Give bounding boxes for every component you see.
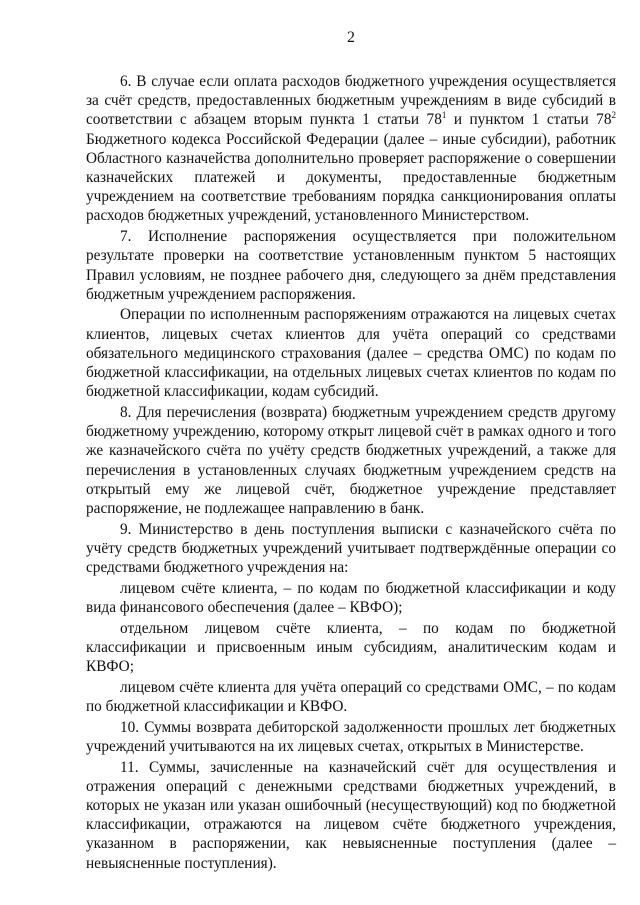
page-number: 2 [347,29,355,46]
paragraph-9-item-3: лицевом счёте клиента для учёта операций со средствами ОМС, – по кодам по бюджетной классификации и КВФО. [86,678,616,715]
paragraph-7-operations: Операции по исполненным распоряжениям отражаются на лицевых счетах клиентов, лицевых счетах клиентов для учёта операций со средствами обязательного медицинского страхования (далее – средства ОМС) по кодам по бюджетной классификации, на отдельных лицевых счетах клиентов по кодам по бюджетной классификации, кодам субсидий. [86,306,616,401]
paragraph-9: 9. Министерство в день поступления выписки с казначейского счёта по учёту средств бюджетных учреждений учитывает подтверждённые операции со средствами бюджетного учреждения на: [86,520,616,577]
paragraph-9-item-2: отдельном лицевом счёте клиента, – по кодам по бюджетной классификации и присвоенным иным субсидиям, аналитическим кодам и КВФО; [86,619,616,676]
superscript-1: 1 [441,110,447,121]
document-page [86,28,616,874]
superscript-2: 2 [611,110,616,121]
paragraph-9-item-1: лицевом счёте клиента, – по кодам по бюджетной классификации и коду вида финансового обеспечения (далее – КВФО); [86,579,616,616]
paragraph-6-text-2: и пунктом 1 статьи 78 [446,111,612,129]
paragraph-8: 8. Для перечисления (возврата) бюджетным учреждением средств другому бюджетному учреждению, которому открыт лицевой счёт в рамках одного и того же казначейского счёта по учёту средств бюджетных учреждений, а также для перечисления в установленных случаях бюджетным учреждением средств на открытый ему же лицевой счёт, бюджетное учреждение представляет распоряжение, не подлежащее направлению в банк. [86,403,616,517]
paragraph-11: 11. Суммы, зачисленные на казначейский счёт для осуществления и отражения операций с денежными средствами бюджетных учреждений, в которых не указан или указан ошибочный (несуществующий) код по бюджетной классификации, отражаются на лицевом счёте бюджетного учреждения, указанном в распоряжении, как невыясненные поступления (далее – невыясненные поступления). [86,758,616,872]
paragraph-6-text-1: 6. В случае если оплата расходов бюджетного учреждения осуществляется за счёт средств, предоставленных бюджетным учреждениям в виде субсидий в соответствии с абзацем вторым пункта 1 статьи 78 [86,73,616,129]
paragraph-6-text-3: Бюджетного кодекса Российской Федерации (далее – иные субсидии), работник Областного казначейства дополнительно проверяет распоряжение о совершении казначейских платежей и документы, предоставленные бюджетным учреждением на соответствие требованиям порядка санкционирования оплаты расходов бюджетных учреждений, установленного Министерством. [86,130,616,225]
paragraph-6 [86,72,616,226]
paragraph-7: 7. Исполнение распоряжения осуществляется при положительном результате проверки на соответствие установленным пунктом 5 настоящих Правил условиям, не позднее рабочего дня, следующего за днём представления бюджетным учреждением распоряжения. [86,228,616,303]
paragraph-10: 10. Суммы возврата дебиторской задолженности прошлых лет бюджетных учреждений учитываются на их лицевых счетах, открытых в Министерстве. [86,718,616,755]
